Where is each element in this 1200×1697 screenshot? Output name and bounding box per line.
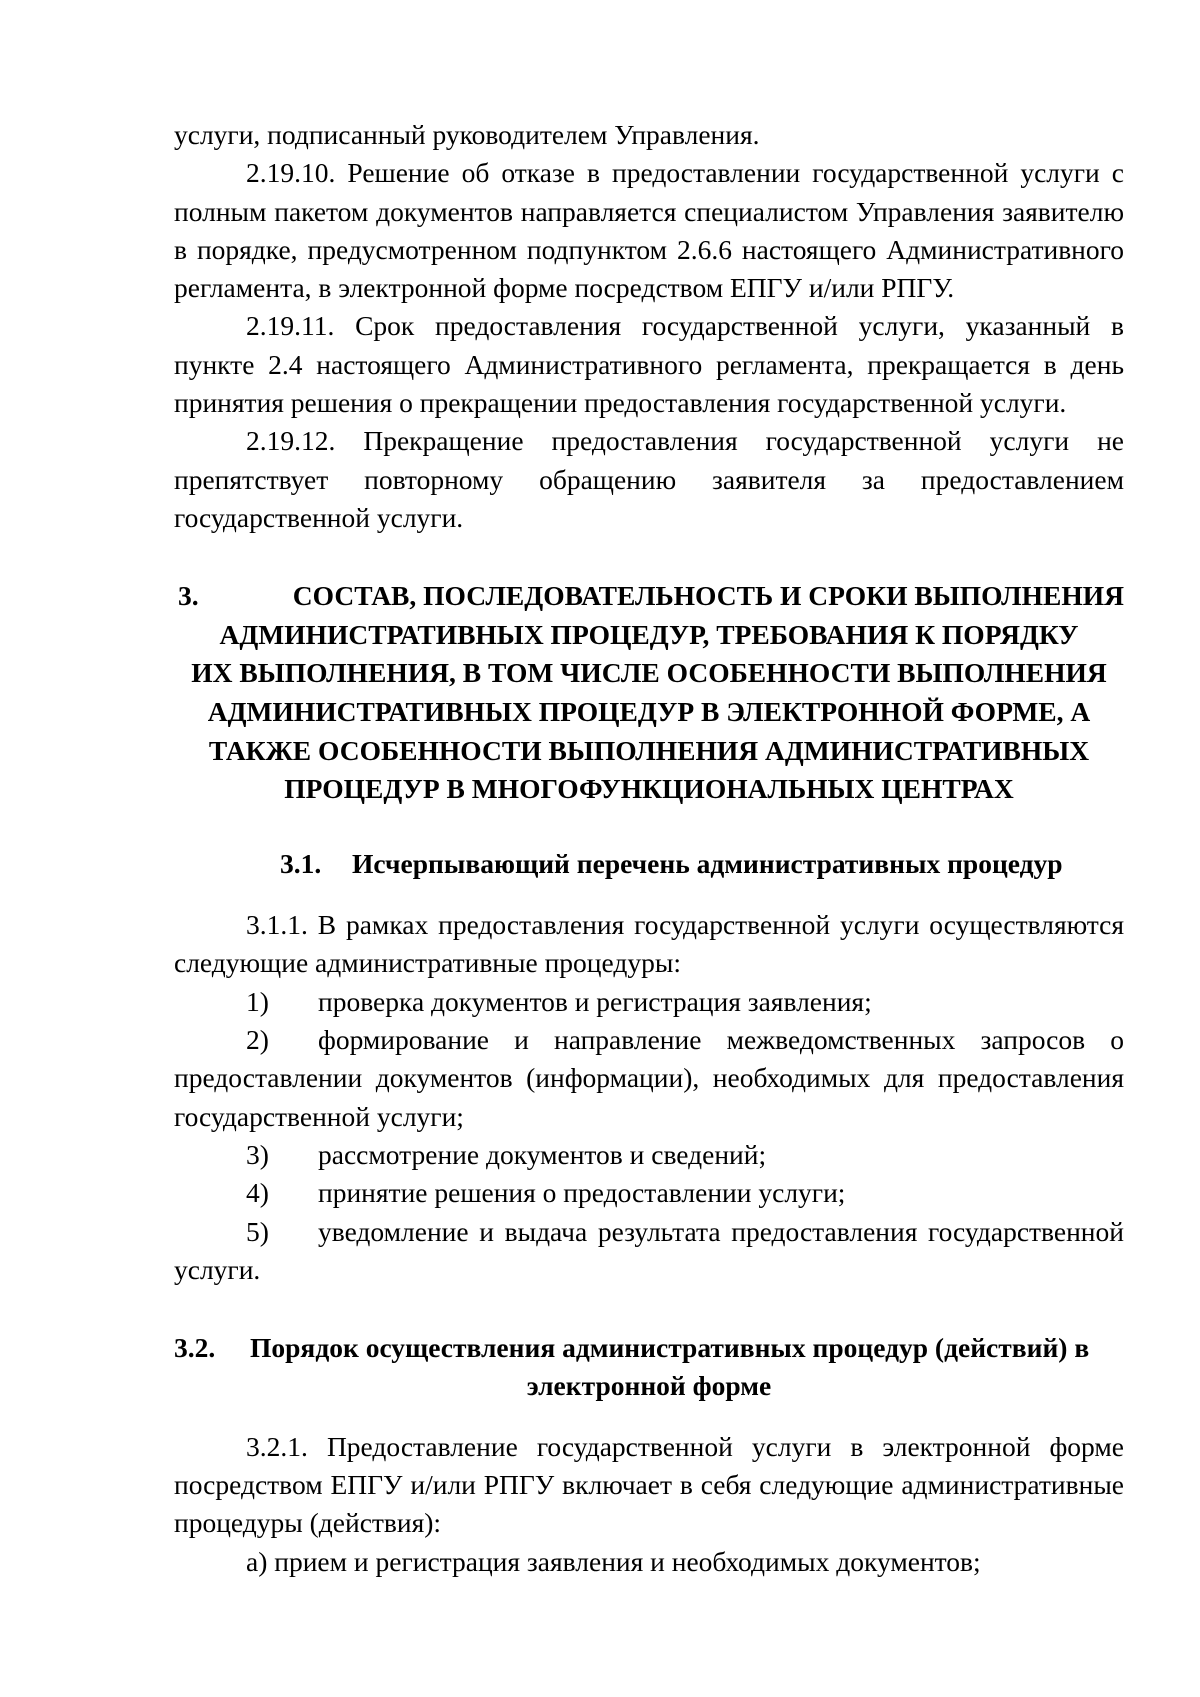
list-item-text: рассмотрение документов и сведений;	[318, 1138, 767, 1170]
list-item	[174, 983, 1124, 1021]
list-item	[174, 1021, 1124, 1136]
list-item-number: 1)	[246, 985, 269, 1017]
section-3-2-title-line	[174, 1329, 1124, 1367]
list-item-text: принятие решения о предоставлении услуги;	[318, 1177, 846, 1209]
section-3-number: 3.	[178, 580, 199, 612]
paragraph-continuation: услуги, подписанный руководителем Управления.	[174, 119, 760, 150]
list-item-number: 3)	[246, 1138, 269, 1170]
paragraph-2-19-10: 2.19.10. Решение об отказе в предоставлении государственной услуги с полным пакетом документов направляется специалистом Управления заявителю в порядке, предусмотренном подпунктом 2.6.6 настоящего Административного регламента, в электронной форме посредством ЕПГУ и/или РПГУ.	[174, 157, 1124, 304]
list-item	[174, 1136, 1124, 1174]
section-3-2-title-line: электронной форме	[526, 1370, 772, 1402]
document-body	[174, 116, 1124, 1581]
list-item-number: 5)	[246, 1215, 269, 1247]
section-3-heading-first-line	[174, 577, 1124, 616]
section-3-title-line: АДМИНИСТРАТИВНЫХ ПРОЦЕДУР, ТРЕБОВАНИЯ К ПОРЯДКУ	[219, 618, 1079, 650]
paragraph-2-19-12: 2.19.12. Прекращение предоставления государственной услуги не препятствует повторному обращению заявителя за предоставлением государственной услуги.	[174, 425, 1124, 533]
section-3-1-title: Исчерпывающий перечень административных процедур	[352, 847, 1063, 879]
list-item	[174, 1174, 1124, 1212]
paragraph-item-a: а) прием и регистрация заявления и необходимых документов;	[246, 1545, 981, 1577]
paragraph-2-19-11: 2.19.11. Срок предоставления государственной услуги, указанный в пункте 2.4 настоящего Административного регламента, прекращается в день принятия решения о прекращении предоставления государственной услуги.	[174, 310, 1124, 419]
section-3-1-number: 3.1.	[280, 847, 322, 879]
section-3-title-line: АДМИНИСТРАТИВНЫХ ПРОЦЕДУР В ЭЛЕКТРОННОЙ ФОРМЕ, А	[207, 696, 1091, 728]
list-item-text: проверка документов и регистрация заявления;	[318, 985, 872, 1017]
list-item-text: формирование и направление межведомственных запросов о предоставлении документов (информации), необходимых для предоставления государственной услуги;	[174, 1024, 1124, 1132]
section-3-title-line: ТАКЖЕ ОСОБЕННОСТИ ВЫПОЛНЕНИЯ АДМИНИСТРАТИВНЫХ	[208, 734, 1090, 766]
section-3-title-line: СОСТАВ, ПОСЛЕДОВАТЕЛЬНОСТЬ И СРОКИ ВЫПОЛНЕНИЯ	[292, 580, 1124, 612]
list-item-text: уведомление и выдача результата предоставления государственной услуги.	[174, 1215, 1124, 1285]
section-3-2-title-text: Порядок осуществления административных процедур (действий) в	[250, 1332, 1090, 1364]
section-3-1-heading	[174, 845, 1124, 883]
list-item	[174, 1213, 1124, 1290]
paragraph-3-1-1: 3.1.1. В рамках предоставления государственной услуги осуществляются следующие административные процедуры:	[174, 909, 1124, 979]
list-item-number: 2)	[246, 1024, 269, 1056]
section-3-title-line: ИХ ВЫПОЛНЕНИЯ, В ТОМ ЧИСЛЕ ОСОБЕННОСТИ ВЫПОЛНЕНИЯ	[191, 657, 1107, 689]
section-3-2-heading	[174, 1329, 1124, 1406]
section-3-2-number: 3.2.	[174, 1332, 216, 1364]
section-3-title-line: ПРОЦЕДУР В МНОГОФУНКЦИОНАЛЬНЫХ ЦЕНТРАХ	[284, 773, 1014, 805]
list-item-number: 4)	[246, 1177, 269, 1209]
paragraph-3-2-1: 3.2.1. Предоставление государственной услуги в электронной форме посредством ЕПГУ и/или РПГУ включает в себя следующие административные процедуры (действия):	[174, 1430, 1124, 1539]
section-3-heading	[174, 577, 1124, 809]
